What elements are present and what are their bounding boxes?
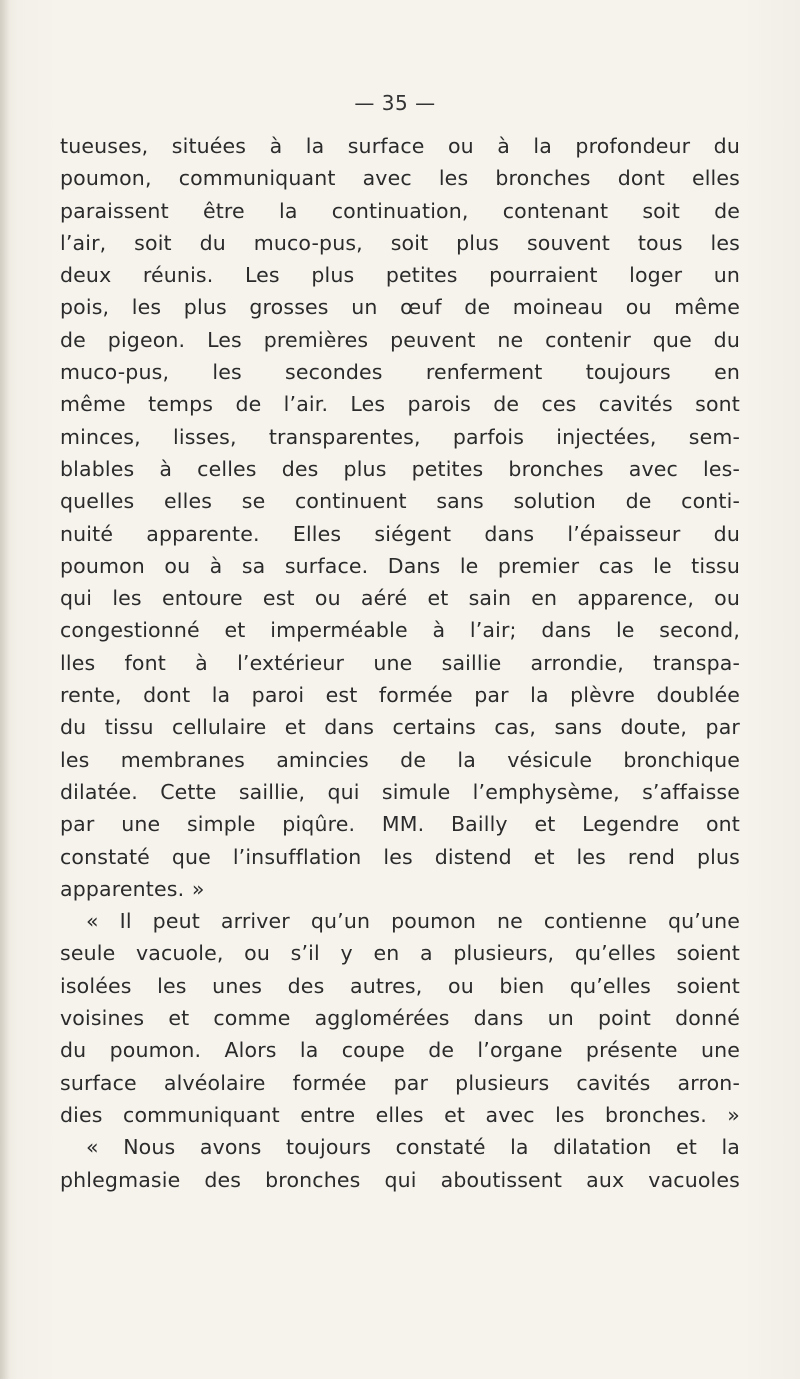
text-line: surface alvéolaire formée par plusieurs cavités arron- bbox=[60, 1070, 740, 1095]
text-line: l’air, soit du muco-pus, soit plus souvent tous les bbox=[60, 230, 740, 255]
binding-gutter-shadow bbox=[0, 0, 10, 1379]
text-line: congestionné et imperméable à l’air; dans le second, bbox=[60, 618, 740, 643]
text-line: paraissent être la continuation, contenant soit de bbox=[60, 198, 740, 223]
text-line: de pigeon. Les premières peuvent ne contenir que du bbox=[60, 327, 740, 352]
text-line: pois, les plus grosses un œuf de moineau ou même bbox=[60, 295, 740, 320]
text-line: qui les entoure est ou aéré et sain en apparence, ou bbox=[60, 586, 740, 611]
text-line: du tissu cellulaire et dans certains cas, sans doute, par bbox=[60, 715, 740, 740]
text-line: du poumon. Alors la coupe de l’organe présente une bbox=[60, 1038, 740, 1063]
text-line: nuité apparente. Elles siégent dans l’épaisseur du bbox=[60, 521, 740, 546]
text-line: même temps de l’air. Les parois de ces cavités sont bbox=[60, 392, 740, 417]
text-line: poumon, communiquant avec les bronches dont elles bbox=[60, 166, 740, 191]
page-number: — 35 — bbox=[354, 91, 436, 115]
text-line: quelles elles se continuent sans solution de conti- bbox=[60, 489, 740, 514]
text-line: blables à celles des plus petites bronches avec les- bbox=[60, 456, 740, 481]
text-line: seule vacuole, ou s’il y en a plusieurs, qu’elles soient bbox=[60, 941, 740, 966]
text-line: phlegmasie des bronches qui aboutissent aux vacuoles bbox=[60, 1167, 740, 1192]
text-line: lles font à l’extérieur une saillie arrondie, transpa- bbox=[60, 650, 740, 675]
text-line: par une simple piqûre. MM. Bailly et Legendre ont bbox=[60, 812, 740, 837]
text-line-paragraph-end: apparentes. » bbox=[60, 876, 205, 901]
text-line: isolées les unes des autres, ou bien qu’elles soient bbox=[60, 973, 740, 998]
text-line-paragraph-start: « Il peut arriver qu’un poumon ne contienne qu’une bbox=[86, 909, 740, 934]
text-line: tueuses, situées à la surface ou à la profondeur du bbox=[60, 134, 740, 158]
text-line: constaté que l’insufflation les distend et les rend plus bbox=[60, 844, 740, 869]
text-line: voisines et comme agglomérées dans un point donné bbox=[60, 1006, 740, 1031]
text-line: dilatée. Cette saillie, qui simule l’emphysème, s’affaisse bbox=[60, 779, 740, 804]
text-line-paragraph-start: « Nous avons toujours constaté la dilatation et la bbox=[86, 1135, 740, 1160]
text-line: muco-pus, les secondes renferment toujours en bbox=[60, 360, 740, 385]
text-line: minces, lisses, transparentes, parfois injectées, sem- bbox=[60, 424, 740, 449]
text-line: deux réunis. Les plus petites pourraient loger un bbox=[60, 263, 740, 288]
text-line-paragraph-end: dies communiquant entre elles et avec les bronches. » bbox=[60, 1102, 740, 1127]
text-line: rente, dont la paroi est formée par la plèvre doublée bbox=[60, 683, 740, 708]
body-text bbox=[60, 130, 740, 1196]
text-line: les membranes amincies de la vésicule bronchique bbox=[60, 747, 740, 772]
text-line: poumon ou à sa surface. Dans le premier cas le tissu bbox=[60, 553, 740, 578]
